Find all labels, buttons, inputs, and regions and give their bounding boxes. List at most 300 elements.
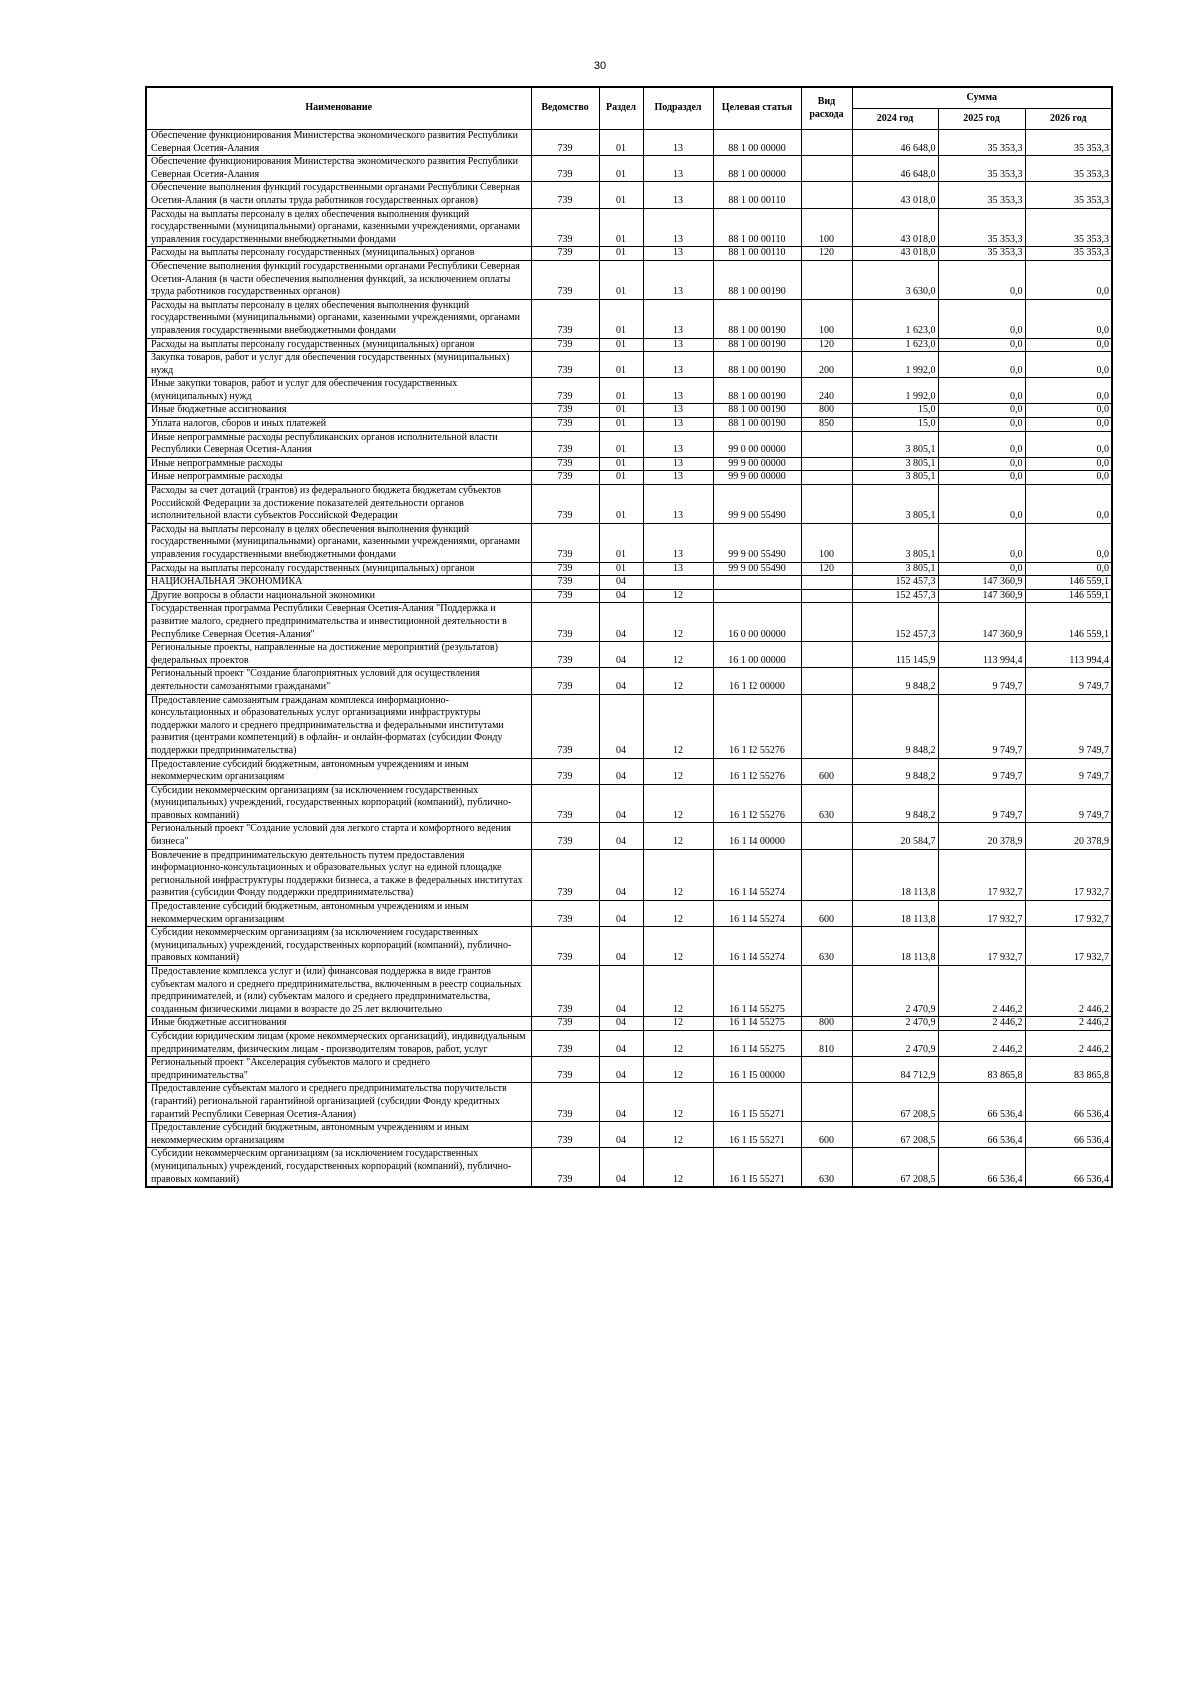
row-section: 04 xyxy=(599,927,643,966)
row-dept: 739 xyxy=(531,338,599,352)
row-subsection: 13 xyxy=(643,562,713,576)
table-row xyxy=(146,260,1112,299)
row-section: 04 xyxy=(599,823,643,849)
row-section: 04 xyxy=(599,1030,643,1056)
header-subsection: Подраздел xyxy=(643,87,713,130)
row-subsection: 12 xyxy=(643,901,713,927)
row-sum-2026: 2 446,2 xyxy=(1025,966,1112,1017)
row-exp-type: 120 xyxy=(801,247,852,261)
row-sum-2025: 35 353,3 xyxy=(938,247,1025,261)
table-row xyxy=(146,1148,1112,1187)
table-row xyxy=(146,156,1112,182)
row-sum-2024: 3 805,1 xyxy=(852,523,938,562)
row-name: Обеспечение функционирования Министерства экономического развития Республики Северная Осетия-Алания xyxy=(146,130,531,156)
row-section: 01 xyxy=(599,457,643,471)
row-exp-type xyxy=(801,642,852,668)
row-sum-2025: 113 994,4 xyxy=(938,642,1025,668)
row-sum-2025: 9 749,7 xyxy=(938,758,1025,784)
row-exp-type: 600 xyxy=(801,901,852,927)
row-sum-2024: 15,0 xyxy=(852,418,938,432)
row-section: 04 xyxy=(599,642,643,668)
row-section: 01 xyxy=(599,404,643,418)
row-sum-2024: 2 470,9 xyxy=(852,966,938,1017)
row-name: Предоставление самозанятым гражданам комплекса информационно-консультационных и образовательных услуг организациями инфраструктуры поддержки малого и среднего предпринимательства и федеральными институтами развития (центрами компетенций) в офлайн- и онлайн-форматах (субсидии Фонду поддержки предпринимательства) xyxy=(146,694,531,758)
row-subsection: 13 xyxy=(643,485,713,524)
row-section: 04 xyxy=(599,784,643,823)
row-sum-2024: 3 630,0 xyxy=(852,260,938,299)
table-row xyxy=(146,784,1112,823)
row-target: 99 0 00 00000 xyxy=(713,431,801,457)
row-sum-2025: 9 749,7 xyxy=(938,668,1025,694)
row-target: 88 1 00 00190 xyxy=(713,418,801,432)
row-section: 04 xyxy=(599,966,643,1017)
row-sum-2025: 0,0 xyxy=(938,404,1025,418)
row-name: Обеспечение выполнения функций государственными органами Республики Северная Осетия-Алания (в части оплаты труда работников государственных органов) xyxy=(146,182,531,208)
row-target: 16 1 I2 00000 xyxy=(713,668,801,694)
row-sum-2025: 0,0 xyxy=(938,471,1025,485)
row-sum-2026: 2 446,2 xyxy=(1025,1017,1112,1031)
row-sum-2025: 2 446,2 xyxy=(938,1030,1025,1056)
row-sum-2024: 43 018,0 xyxy=(852,182,938,208)
table-row xyxy=(146,576,1112,590)
row-sum-2024: 20 584,7 xyxy=(852,823,938,849)
table-row xyxy=(146,1030,1112,1056)
table-row xyxy=(146,758,1112,784)
row-subsection: 12 xyxy=(643,589,713,603)
row-subsection: 12 xyxy=(643,1057,713,1083)
row-section: 01 xyxy=(599,130,643,156)
row-sum-2026: 0,0 xyxy=(1025,260,1112,299)
row-sum-2025: 2 446,2 xyxy=(938,966,1025,1017)
row-section: 01 xyxy=(599,182,643,208)
row-target: 99 9 00 55490 xyxy=(713,523,801,562)
header-2025: 2025 год xyxy=(938,109,1025,130)
row-sum-2024: 84 712,9 xyxy=(852,1057,938,1083)
row-dept: 739 xyxy=(531,1148,599,1187)
row-subsection: 13 xyxy=(643,260,713,299)
row-exp-type: 100 xyxy=(801,523,852,562)
row-sum-2026: 0,0 xyxy=(1025,352,1112,378)
row-dept: 739 xyxy=(531,642,599,668)
row-exp-type: 630 xyxy=(801,784,852,823)
table-row xyxy=(146,1122,1112,1148)
row-name: Иные непрограммные расходы xyxy=(146,471,531,485)
table-row xyxy=(146,694,1112,758)
row-target: 99 9 00 55490 xyxy=(713,562,801,576)
row-exp-type: 120 xyxy=(801,562,852,576)
row-name: Иные бюджетные ассигнования xyxy=(146,1017,531,1031)
row-sum-2025: 35 353,3 xyxy=(938,156,1025,182)
row-name: Государственная программа Республики Северная Осетия-Алания "Поддержка и развитие малого, среднего предпринимательства и инвестиционной деятельности в Республике Северная Осетия-Алания" xyxy=(146,603,531,642)
row-sum-2025: 66 536,4 xyxy=(938,1148,1025,1187)
row-dept: 739 xyxy=(531,1057,599,1083)
row-name: Расходы на выплаты персоналу в целях обеспечения выполнения функций государственными (муниципальными) органами, казенными учреждениями, органами управления государственными внебюджетными фондами xyxy=(146,208,531,247)
row-section: 04 xyxy=(599,1017,643,1031)
table-row xyxy=(146,589,1112,603)
header-dept: Ведомство xyxy=(531,87,599,130)
row-dept: 739 xyxy=(531,260,599,299)
row-exp-type: 100 xyxy=(801,208,852,247)
row-dept: 739 xyxy=(531,431,599,457)
row-name: Расходы на выплаты персоналу в целях обеспечения выполнения функций государственными (муниципальными) органами, казенными учреждениями, органами управления государственными внебюджетными фондами xyxy=(146,523,531,562)
row-sum-2024: 2 470,9 xyxy=(852,1017,938,1031)
row-sum-2025: 66 536,4 xyxy=(938,1083,1025,1122)
row-sum-2024: 18 113,8 xyxy=(852,901,938,927)
table-row xyxy=(146,1083,1112,1122)
page-number: 30 xyxy=(593,60,607,72)
header-exp-type: Вид расхода xyxy=(801,87,852,130)
header-section: Раздел xyxy=(599,87,643,130)
row-sum-2026: 0,0 xyxy=(1025,418,1112,432)
row-sum-2025: 83 865,8 xyxy=(938,1057,1025,1083)
row-sum-2026: 0,0 xyxy=(1025,431,1112,457)
row-sum-2026: 0,0 xyxy=(1025,338,1112,352)
table-row xyxy=(146,431,1112,457)
row-subsection: 12 xyxy=(643,849,713,900)
row-subsection: 12 xyxy=(643,668,713,694)
row-sum-2024: 43 018,0 xyxy=(852,208,938,247)
row-sum-2026: 35 353,3 xyxy=(1025,247,1112,261)
row-name: НАЦИОНАЛЬНАЯ ЭКОНОМИКА xyxy=(146,576,531,590)
row-section: 04 xyxy=(599,849,643,900)
row-sum-2025: 0,0 xyxy=(938,562,1025,576)
row-name: Обеспечение выполнения функций государственными органами Республики Северная Осетия-Алания (в части обеспечения выполнения функций, за исключением оплаты труда работников государственных органов) xyxy=(146,260,531,299)
row-dept: 739 xyxy=(531,694,599,758)
table-row xyxy=(146,457,1112,471)
row-exp-type xyxy=(801,485,852,524)
row-sum-2026: 0,0 xyxy=(1025,485,1112,524)
row-sum-2024: 67 208,5 xyxy=(852,1083,938,1122)
table-row xyxy=(146,130,1112,156)
row-sum-2024: 3 805,1 xyxy=(852,457,938,471)
row-sum-2025: 0,0 xyxy=(938,338,1025,352)
row-name: Региональные проекты, направленные на достижение мероприятий (результатов) федеральных проектов xyxy=(146,642,531,668)
row-sum-2024: 3 805,1 xyxy=(852,562,938,576)
row-section: 01 xyxy=(599,485,643,524)
row-sum-2025: 0,0 xyxy=(938,431,1025,457)
row-section: 01 xyxy=(599,378,643,404)
row-sum-2024: 1 623,0 xyxy=(852,338,938,352)
row-subsection: 13 xyxy=(643,130,713,156)
row-exp-type xyxy=(801,260,852,299)
row-section: 04 xyxy=(599,694,643,758)
row-dept: 739 xyxy=(531,927,599,966)
row-subsection: 12 xyxy=(643,1017,713,1031)
row-section: 04 xyxy=(599,1122,643,1148)
row-exp-type: 120 xyxy=(801,338,852,352)
row-sum-2026: 146 559,1 xyxy=(1025,589,1112,603)
row-dept: 739 xyxy=(531,208,599,247)
row-sum-2024: 1 623,0 xyxy=(852,299,938,338)
row-name: Субсидии некоммерческим организациям (за исключением государственных (муниципальных) учреждений, государственных корпораций (компаний), публично-правовых компаний) xyxy=(146,1148,531,1187)
row-sum-2026: 9 749,7 xyxy=(1025,758,1112,784)
row-dept: 739 xyxy=(531,1122,599,1148)
row-name: Субсидии некоммерческим организациям (за исключением государственных (муниципальных) учреждений, государственных корпораций (компаний), публично-правовых компаний) xyxy=(146,784,531,823)
row-exp-type xyxy=(801,849,852,900)
row-name: Субсидии юридическим лицам (кроме некоммерческих организаций), индивидуальным предпринимателям, физическим лицам - производителям товаров, работ, услуг xyxy=(146,1030,531,1056)
row-dept: 739 xyxy=(531,457,599,471)
row-exp-type xyxy=(801,156,852,182)
header-sum: Сумма xyxy=(852,87,1112,109)
row-dept: 739 xyxy=(531,523,599,562)
row-sum-2026: 2 446,2 xyxy=(1025,1030,1112,1056)
row-target: 88 1 00 00110 xyxy=(713,208,801,247)
row-section: 01 xyxy=(599,352,643,378)
row-section: 04 xyxy=(599,1083,643,1122)
row-sum-2025: 0,0 xyxy=(938,457,1025,471)
table-body xyxy=(146,130,1112,1188)
row-subsection: 13 xyxy=(643,457,713,471)
row-dept: 739 xyxy=(531,404,599,418)
row-sum-2025: 9 749,7 xyxy=(938,694,1025,758)
row-target: 16 1 I5 55271 xyxy=(713,1122,801,1148)
row-exp-type: 630 xyxy=(801,927,852,966)
header-2024: 2024 год xyxy=(852,109,938,130)
row-dept: 739 xyxy=(531,418,599,432)
row-sum-2024: 43 018,0 xyxy=(852,247,938,261)
row-subsection: 12 xyxy=(643,1030,713,1056)
row-dept: 739 xyxy=(531,352,599,378)
row-dept: 739 xyxy=(531,130,599,156)
row-exp-type xyxy=(801,823,852,849)
row-target: 16 1 I4 55275 xyxy=(713,1030,801,1056)
table-row xyxy=(146,378,1112,404)
row-target: 99 9 00 00000 xyxy=(713,471,801,485)
header-2026: 2026 год xyxy=(1025,109,1112,130)
row-target: 16 0 00 00000 xyxy=(713,603,801,642)
table-row xyxy=(146,966,1112,1017)
row-name: Расходы на выплаты персоналу в целях обеспечения выполнения функций государственными (муниципальными) органами, казенными учреждениями, органами управления государственными внебюджетными фондами xyxy=(146,299,531,338)
row-dept: 739 xyxy=(531,1030,599,1056)
row-exp-type xyxy=(801,431,852,457)
table-row xyxy=(146,471,1112,485)
row-sum-2026: 17 932,7 xyxy=(1025,849,1112,900)
row-exp-type: 600 xyxy=(801,1122,852,1148)
row-sum-2024: 1 992,0 xyxy=(852,352,938,378)
row-subsection: 13 xyxy=(643,208,713,247)
table-row xyxy=(146,901,1112,927)
row-target xyxy=(713,576,801,590)
row-exp-type: 800 xyxy=(801,404,852,418)
row-name: Расходы на выплаты персоналу государственных (муниципальных) органов xyxy=(146,338,531,352)
row-subsection: 12 xyxy=(643,784,713,823)
table-row xyxy=(146,418,1112,432)
row-target: 16 1 I4 55274 xyxy=(713,849,801,900)
row-sum-2024: 9 848,2 xyxy=(852,694,938,758)
table-row xyxy=(146,1017,1112,1031)
row-sum-2025: 147 360,9 xyxy=(938,576,1025,590)
row-section: 04 xyxy=(599,758,643,784)
row-exp-type xyxy=(801,457,852,471)
row-sum-2026: 17 932,7 xyxy=(1025,901,1112,927)
row-sum-2026: 0,0 xyxy=(1025,457,1112,471)
row-target: 16 1 I5 55271 xyxy=(713,1083,801,1122)
row-sum-2024: 18 113,8 xyxy=(852,849,938,900)
row-sum-2026: 9 749,7 xyxy=(1025,784,1112,823)
row-target: 16 1 I2 55276 xyxy=(713,784,801,823)
row-dept: 739 xyxy=(531,784,599,823)
row-sum-2024: 9 848,2 xyxy=(852,668,938,694)
row-section: 04 xyxy=(599,901,643,927)
row-target: 16 1 I4 55275 xyxy=(713,966,801,1017)
row-target: 88 1 00 00000 xyxy=(713,156,801,182)
row-sum-2026: 66 536,4 xyxy=(1025,1122,1112,1148)
row-subsection: 12 xyxy=(643,758,713,784)
table-row xyxy=(146,927,1112,966)
row-name: Вовлечение в предпринимательскую деятельность путем предоставления информационно-консультационных и образовательных услуг на единой площадке региональной инфраструктуры поддержки бизнеса, а также в федеральных институтах развития (субсидии Фонду поддержки предпринимательства) xyxy=(146,849,531,900)
row-dept: 739 xyxy=(531,156,599,182)
row-sum-2024: 9 848,2 xyxy=(852,784,938,823)
row-section: 01 xyxy=(599,338,643,352)
row-sum-2025: 17 932,7 xyxy=(938,901,1025,927)
row-dept: 739 xyxy=(531,1083,599,1122)
row-exp-type xyxy=(801,1057,852,1083)
row-sum-2025: 0,0 xyxy=(938,418,1025,432)
row-exp-type: 850 xyxy=(801,418,852,432)
row-target: 88 1 00 00190 xyxy=(713,338,801,352)
row-sum-2026: 0,0 xyxy=(1025,378,1112,404)
row-exp-type xyxy=(801,603,852,642)
row-subsection: 12 xyxy=(643,1148,713,1187)
row-section: 01 xyxy=(599,431,643,457)
row-target: 99 9 00 55490 xyxy=(713,485,801,524)
row-sum-2024: 152 457,3 xyxy=(852,589,938,603)
table-row xyxy=(146,642,1112,668)
table-row xyxy=(146,208,1112,247)
row-sum-2024: 152 457,3 xyxy=(852,576,938,590)
row-target: 16 1 I4 55275 xyxy=(713,1017,801,1031)
row-name: Закупка товаров, работ и услуг для обеспечения государственных (муниципальных) нужд xyxy=(146,352,531,378)
row-subsection: 13 xyxy=(643,182,713,208)
row-target: 88 1 00 00190 xyxy=(713,378,801,404)
row-sum-2024: 1 992,0 xyxy=(852,378,938,404)
row-subsection: 13 xyxy=(643,338,713,352)
row-name: Расходы на выплаты персоналу государственных (муниципальных) органов xyxy=(146,562,531,576)
row-exp-type: 100 xyxy=(801,299,852,338)
table-row xyxy=(146,404,1112,418)
row-name: Иные бюджетные ассигнования xyxy=(146,404,531,418)
row-target: 88 1 00 00110 xyxy=(713,182,801,208)
row-name: Предоставление субсидий бюджетным, автономным учреждениям и иным некоммерческим организациям xyxy=(146,901,531,927)
row-name: Предоставление субъектам малого и среднего предпринимательства поручительств (гарантий) региональной гарантийной организацией (субсидии Фонду кредитных гарантий Республики Северная Осетия-Алания) xyxy=(146,1083,531,1122)
row-name: Региональный проект "Создание условий для легкого старта и комфортного ведения бизнеса" xyxy=(146,823,531,849)
row-exp-type xyxy=(801,130,852,156)
row-subsection: 13 xyxy=(643,299,713,338)
row-exp-type: 810 xyxy=(801,1030,852,1056)
row-sum-2024: 46 648,0 xyxy=(852,130,938,156)
row-exp-type xyxy=(801,576,852,590)
row-target: 88 1 00 00190 xyxy=(713,260,801,299)
row-sum-2024: 115 145,9 xyxy=(852,642,938,668)
row-sum-2025: 35 353,3 xyxy=(938,182,1025,208)
row-sum-2025: 66 536,4 xyxy=(938,1122,1025,1148)
row-section: 04 xyxy=(599,668,643,694)
row-exp-type: 200 xyxy=(801,352,852,378)
row-name: Предоставление комплекса услуг и (или) финансовая поддержка в виде грантов субъектам малого и среднего предпринимательства, включенным в реестр социальных предпринимателей, и (или) субъектам малого и среднего предпринимательства, созданным физическими лицами в возрасте до 25 лет включительно xyxy=(146,966,531,1017)
row-target: 88 1 00 00110 xyxy=(713,247,801,261)
row-sum-2024: 3 805,1 xyxy=(852,431,938,457)
row-sum-2026: 66 536,4 xyxy=(1025,1083,1112,1122)
row-section: 01 xyxy=(599,156,643,182)
row-target: 16 1 I2 55276 xyxy=(713,758,801,784)
row-subsection: 12 xyxy=(643,966,713,1017)
row-sum-2025: 0,0 xyxy=(938,523,1025,562)
row-target: 88 1 00 00190 xyxy=(713,352,801,378)
row-section: 04 xyxy=(599,1057,643,1083)
row-subsection: 13 xyxy=(643,431,713,457)
row-name: Предоставление субсидий бюджетным, автономным учреждениям и иным некоммерческим организациям xyxy=(146,1122,531,1148)
row-exp-type: 630 xyxy=(801,1148,852,1187)
row-target: 99 9 00 00000 xyxy=(713,457,801,471)
row-section: 01 xyxy=(599,299,643,338)
row-exp-type: 600 xyxy=(801,758,852,784)
row-dept: 739 xyxy=(531,1017,599,1031)
row-exp-type: 800 xyxy=(801,1017,852,1031)
row-name: Иные непрограммные расходы республиканских органов исполнительной власти Республики Северная Осетия-Алания xyxy=(146,431,531,457)
row-exp-type xyxy=(801,471,852,485)
row-sum-2026: 113 994,4 xyxy=(1025,642,1112,668)
row-subsection: 13 xyxy=(643,471,713,485)
row-subsection: 13 xyxy=(643,156,713,182)
row-dept: 739 xyxy=(531,758,599,784)
row-target: 16 1 00 00000 xyxy=(713,642,801,668)
table-row xyxy=(146,849,1112,900)
table-row xyxy=(146,1057,1112,1083)
row-sum-2026: 0,0 xyxy=(1025,471,1112,485)
row-sum-2026: 66 536,4 xyxy=(1025,1148,1112,1187)
row-target: 16 1 I5 55271 xyxy=(713,1148,801,1187)
row-section: 04 xyxy=(599,589,643,603)
row-sum-2026: 146 559,1 xyxy=(1025,603,1112,642)
row-sum-2026: 0,0 xyxy=(1025,299,1112,338)
row-sum-2024: 46 648,0 xyxy=(852,156,938,182)
row-dept: 739 xyxy=(531,668,599,694)
table-row xyxy=(146,247,1112,261)
row-sum-2025: 0,0 xyxy=(938,260,1025,299)
row-sum-2026: 9 749,7 xyxy=(1025,668,1112,694)
row-subsection: 12 xyxy=(643,642,713,668)
row-sum-2024: 67 208,5 xyxy=(852,1122,938,1148)
row-target: 16 1 I4 00000 xyxy=(713,823,801,849)
row-section: 01 xyxy=(599,247,643,261)
row-name: Расходы на выплаты персоналу государственных (муниципальных) органов xyxy=(146,247,531,261)
row-sum-2026: 0,0 xyxy=(1025,404,1112,418)
row-subsection xyxy=(643,576,713,590)
row-section: 01 xyxy=(599,418,643,432)
budget-table xyxy=(145,86,1113,1188)
table-row xyxy=(146,823,1112,849)
table-row xyxy=(146,523,1112,562)
row-sum-2024: 3 805,1 xyxy=(852,485,938,524)
row-subsection: 12 xyxy=(643,927,713,966)
row-subsection: 13 xyxy=(643,418,713,432)
row-sum-2024: 2 470,9 xyxy=(852,1030,938,1056)
row-sum-2025: 147 360,9 xyxy=(938,589,1025,603)
row-target: 16 1 I2 55276 xyxy=(713,694,801,758)
row-sum-2024: 15,0 xyxy=(852,404,938,418)
row-sum-2025: 20 378,9 xyxy=(938,823,1025,849)
row-subsection: 12 xyxy=(643,694,713,758)
row-dept: 739 xyxy=(531,182,599,208)
row-name: Другие вопросы в области национальной экономики xyxy=(146,589,531,603)
row-dept: 739 xyxy=(531,589,599,603)
row-sum-2026: 83 865,8 xyxy=(1025,1057,1112,1083)
row-section: 04 xyxy=(599,1148,643,1187)
row-sum-2026: 146 559,1 xyxy=(1025,576,1112,590)
row-dept: 739 xyxy=(531,901,599,927)
row-subsection: 12 xyxy=(643,1083,713,1122)
row-name: Иные закупки товаров, работ и услуг для обеспечения государственных (муниципальных) нужд xyxy=(146,378,531,404)
